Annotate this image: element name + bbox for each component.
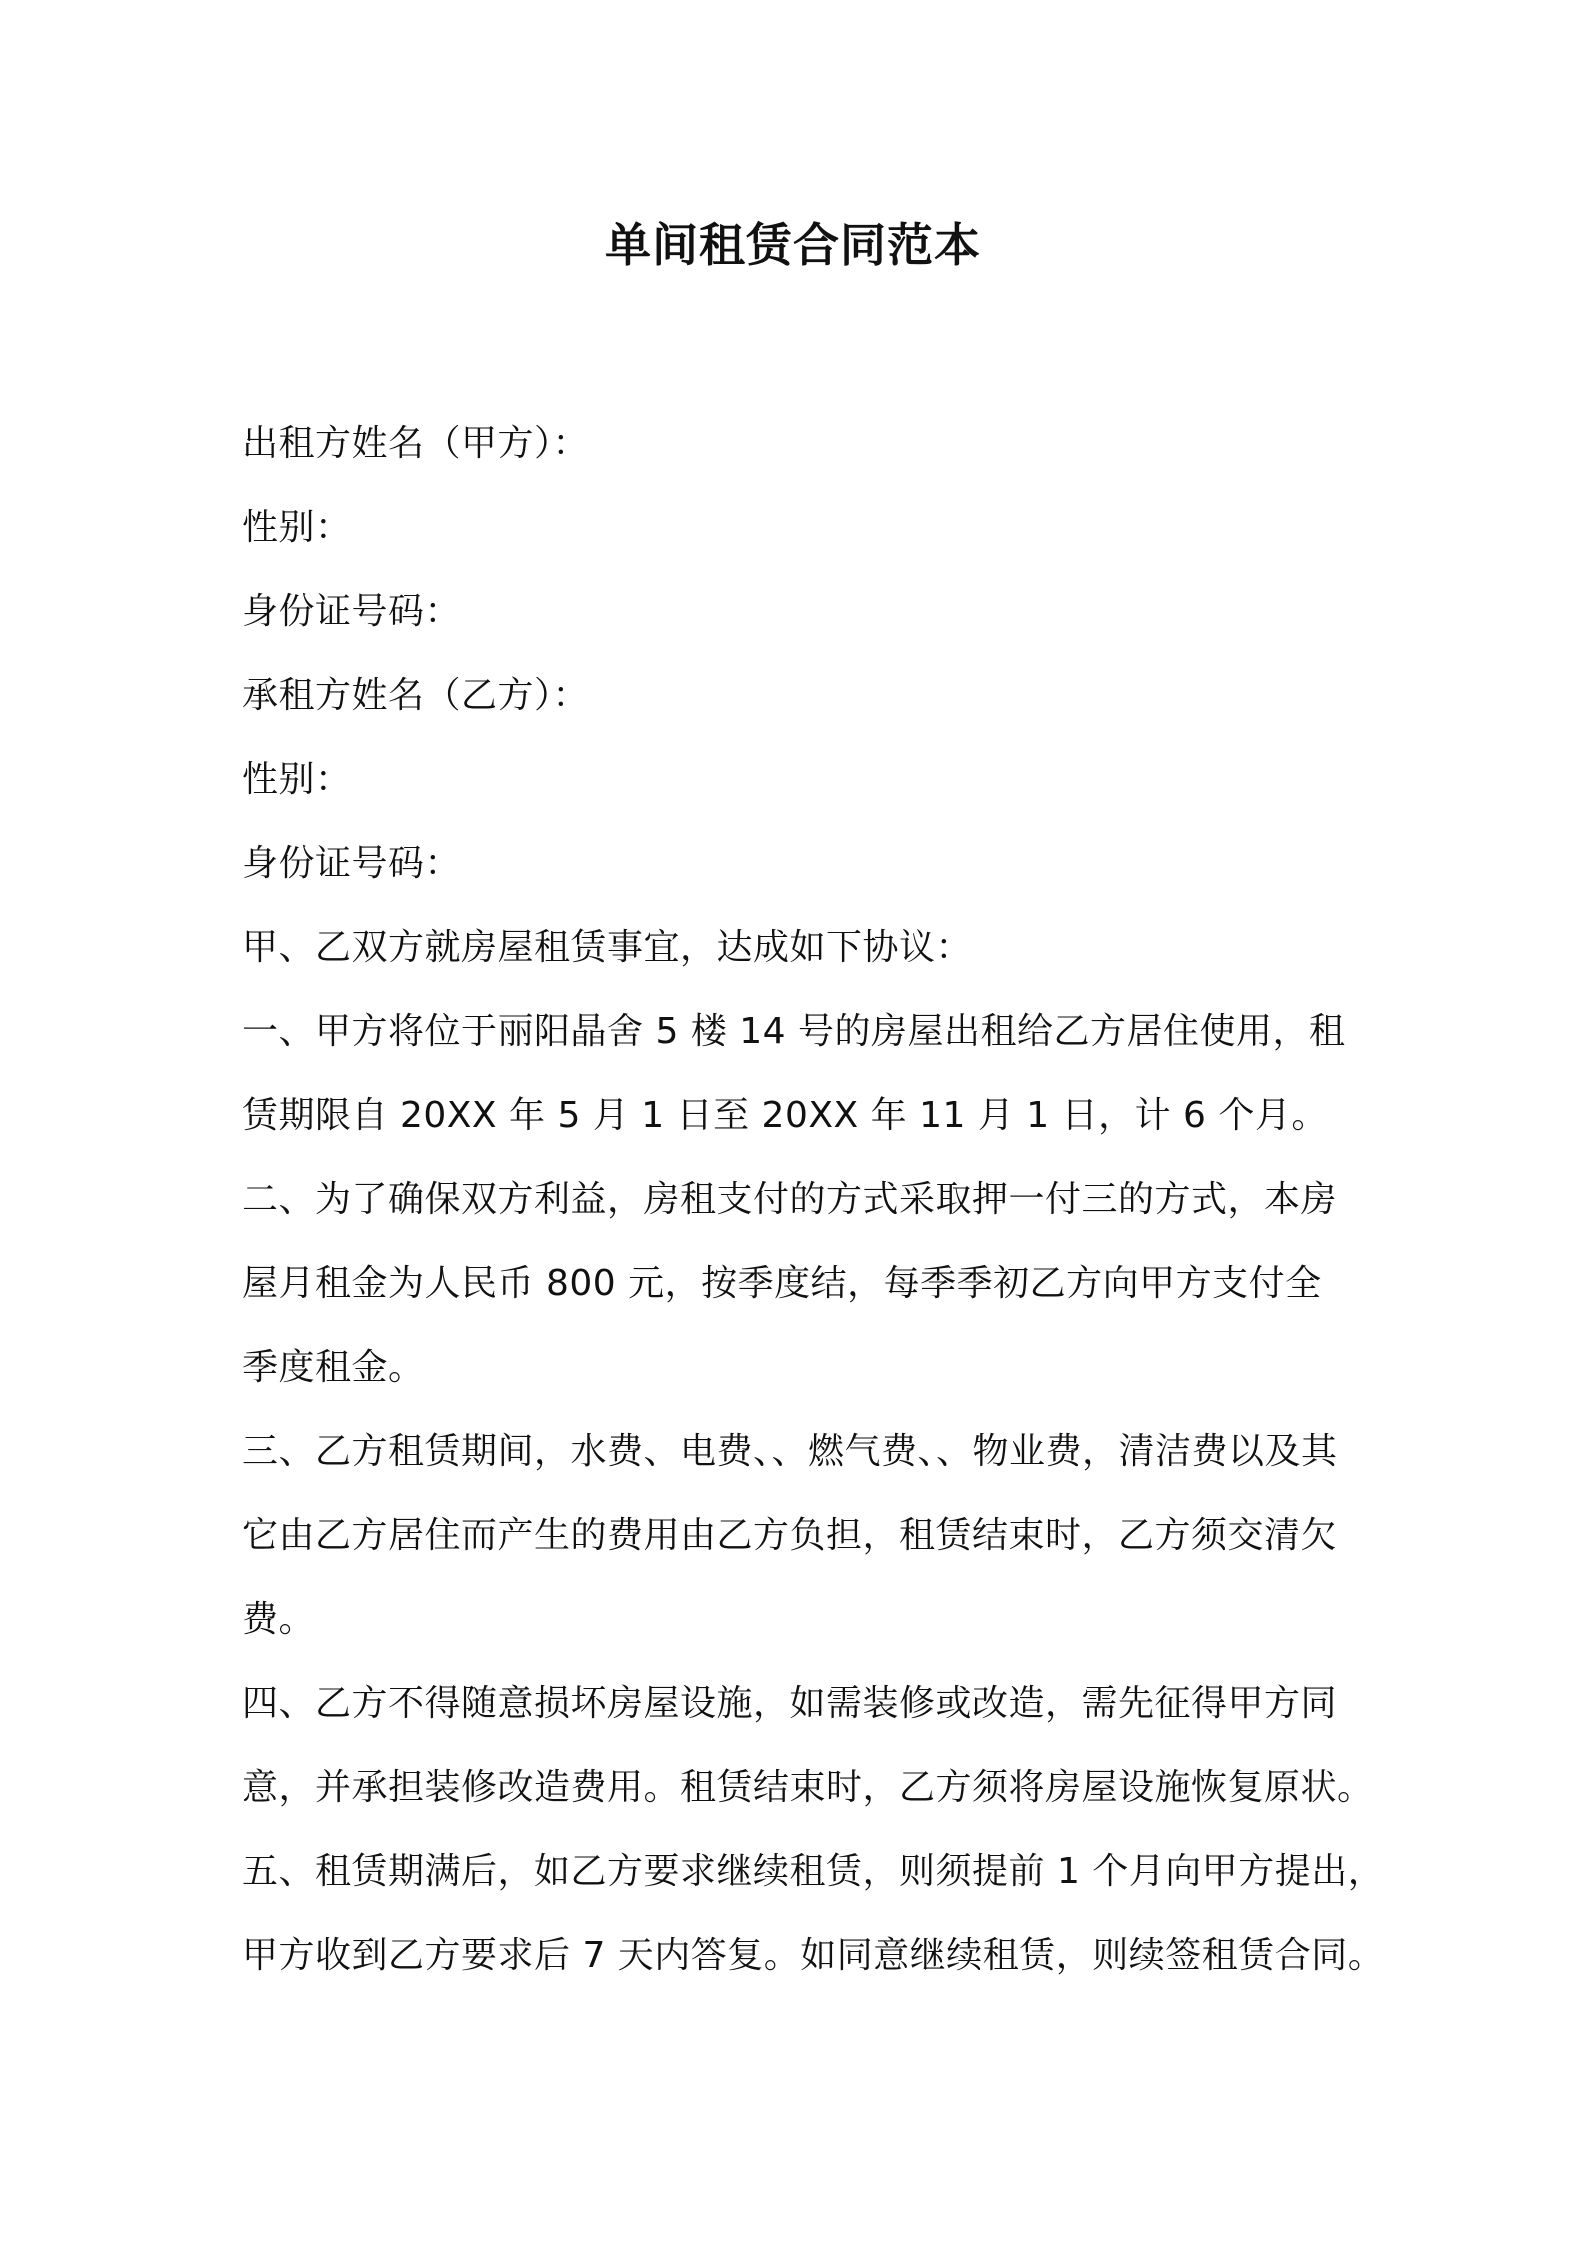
field-lessor-name: 出租方姓名（甲方）： [242, 423, 590, 464]
clause-1-line-1: 一、甲方将位于丽阳晶舍 5 楼 14 号的房屋出租给乙方居住使用，租 [242, 1011, 1346, 1052]
field-lessee-name: 承租方姓名（乙方）： [242, 675, 590, 716]
clause-5-line-1: 五、租赁期满后，如乙方要求继续租赁，则须提前 1 个月向甲方提出， [242, 1851, 1385, 1892]
clause-1-line-2: 赁期限自 20XX 年 5 月 1 日至 20XX 年 11 月 1 日，计 6 个月。 [242, 1095, 1328, 1136]
clause-4-line-2: 意，并承担装修改造费用。租赁结束时，乙方须将房屋设施恢复原状。 [242, 1767, 1374, 1808]
document-title: 单间租赁合同范本 [605, 218, 981, 272]
field-lessee-gender: 性别： [242, 759, 352, 800]
field-lessor-gender: 性别： [242, 507, 352, 548]
clause-2-line-1: 二、为了确保双方利益，房租支付的方式采取押一付三的方式，本房 [242, 1179, 1338, 1220]
clause-5-line-2: 甲方收到乙方要求后 7 天内答复。如同意继续租赁，则续签租赁合同。 [242, 1935, 1385, 1976]
document-body [242, 402, 1385, 1998]
agreement-intro: 甲、乙双方就房屋租赁事宜，达成如下协议： [242, 927, 973, 968]
clause-2-line-2: 屋月租金为人民币 800 元，按季度结，每季季初乙方向甲方支付全 [242, 1263, 1322, 1304]
field-lessee-id: 身份证号码： [242, 843, 462, 884]
field-lessor-id: 身份证号码： [242, 591, 462, 632]
clause-3-line-2: 它由乙方居住而产生的费用由乙方负担，租赁结束时，乙方须交清欠 [242, 1515, 1338, 1556]
clause-3-line-3: 费。 [242, 1599, 316, 1640]
clause-2-line-3: 季度租金。 [242, 1347, 425, 1388]
clause-3-line-1: 三、乙方租赁期间，水费、电费、、燃气费、、物业费，清洁费以及其 [242, 1431, 1338, 1472]
clause-4-line-1: 四、乙方不得随意损坏房屋设施，如需装修或改造，需先征得甲方同 [242, 1683, 1338, 1724]
